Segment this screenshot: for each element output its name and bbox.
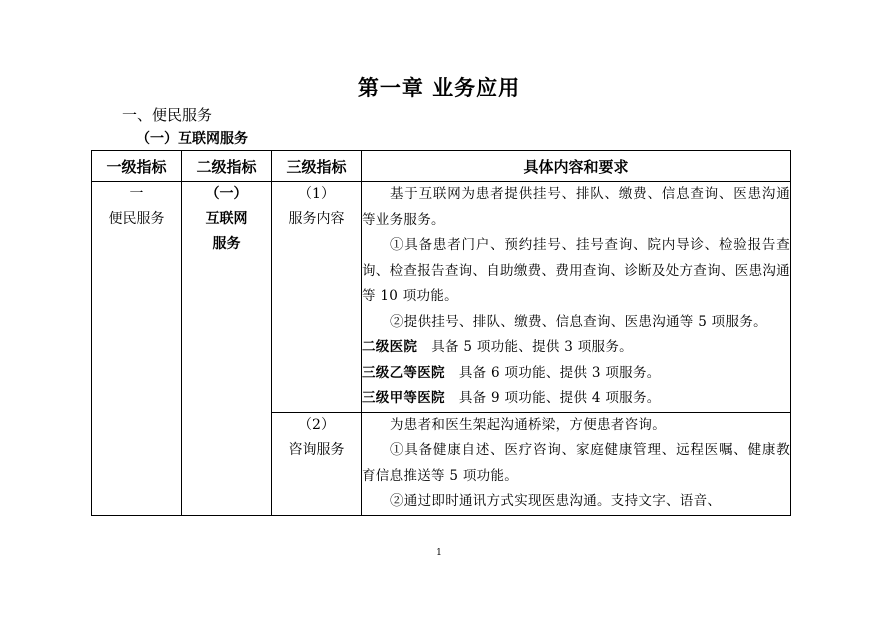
hospital-level-text: 具备 9 项功能、提供 4 项服务。 (458, 390, 661, 406)
level3-number: （2） (298, 416, 335, 433)
header-level2: 二级指标 (182, 151, 272, 182)
content-paragraph: ②通过即时通讯方式实现医患沟通。支持文字、语音、 (390, 493, 722, 509)
level3-cell (272, 182, 362, 413)
content-paragraph: 为患者和医生架起沟通桥梁，方便患者咨询。 (390, 416, 666, 433)
header-level1: 一级指标 (92, 151, 182, 182)
content-cell (362, 182, 791, 413)
content-cell (362, 412, 791, 515)
hospital-level-requirement (362, 386, 790, 412)
table-header-row (92, 151, 791, 182)
section-heading: 一、便民服务 (122, 106, 213, 124)
header-content: 具体内容和要求 (362, 151, 791, 182)
level3-name: 服务内容 (288, 211, 345, 227)
level2-number: （一） (205, 186, 248, 202)
hospital-level-text: 具备 5 项功能、提供 3 项服务。 (431, 339, 633, 355)
level2-name-line2: 服务 (212, 236, 241, 252)
content-paragraph: 基于互联网为患者提供挂号、排队、缴费、信息查询、医患沟通等业务服务。 (362, 186, 790, 228)
level3-cell (272, 412, 362, 515)
hospital-level-name: 三级乙等医院 (362, 364, 445, 381)
level1-number: 一 (129, 186, 144, 202)
page-number: 1 (436, 548, 442, 558)
content-paragraph: ②提供挂号、排队、缴费、信息查询、医患沟通等 5 项服务。 (390, 313, 767, 330)
indicator-table (91, 150, 791, 516)
hospital-level-text: 具备 6 项功能、提供 3 项服务。 (458, 364, 661, 381)
header-level3: 三级指标 (272, 151, 362, 182)
hospital-level-requirement (362, 361, 790, 387)
level3-name: 咨询服务 (288, 441, 345, 458)
hospital-level-name: 三级甲等医院 (362, 390, 445, 406)
level1-cell (92, 182, 182, 516)
level1-name: 便民服务 (108, 211, 165, 227)
hospital-level-requirement (362, 335, 790, 361)
level2-cell (182, 182, 272, 516)
subsection-heading: （一）互联网服务 (136, 131, 248, 147)
content-paragraph: ①具备健康自述、医疗咨询、家庭健康管理、远程医嘱、健康教育信息推送等 5 项功能。 (362, 442, 790, 484)
table-row (92, 182, 791, 413)
level2-name-line1: 互联网 (205, 211, 248, 227)
content-paragraph: ①具备患者门户、预约挂号、挂号查询、院内导诊、检验报告查询、检查报告查询、自助缴费、费用查询、诊断及处方查询、医患沟通等 10 项功能。 (362, 237, 790, 304)
chapter-title: 第一章 业务应用 (357, 75, 521, 100)
hospital-level-name: 二级医院 (362, 339, 418, 355)
level3-number: （1） (298, 186, 335, 202)
